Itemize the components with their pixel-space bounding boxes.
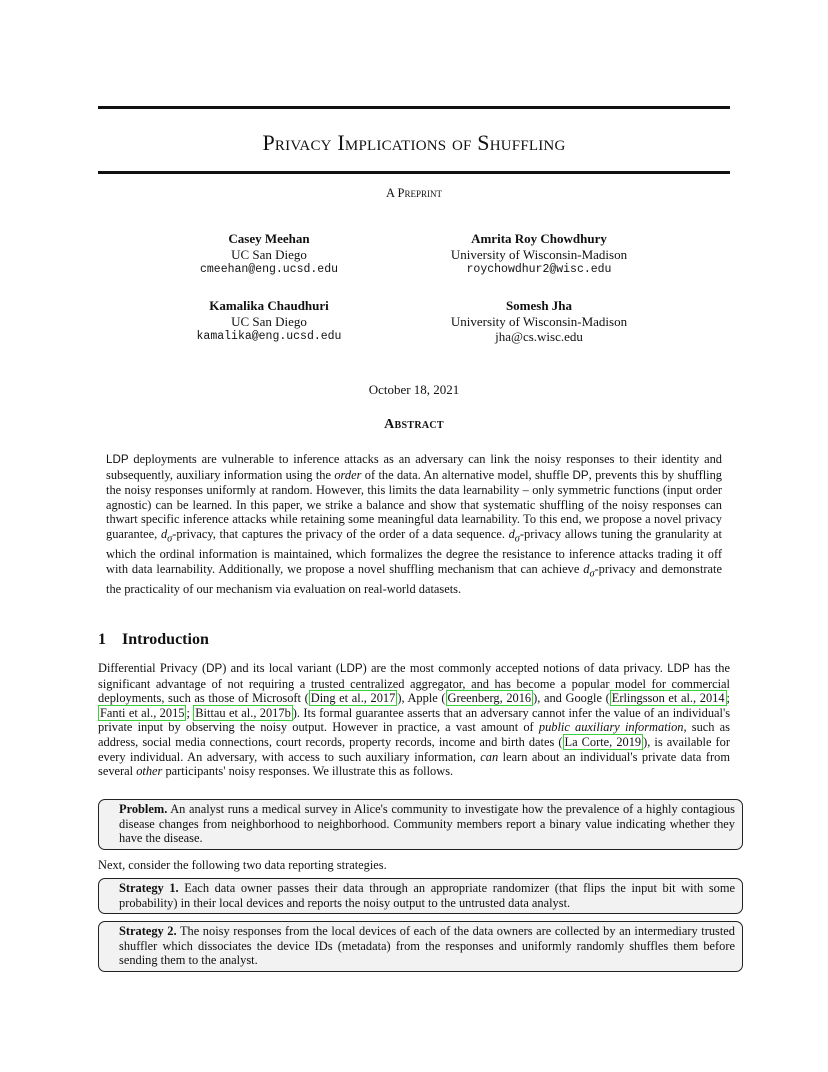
strategy-1-box: Strategy 1. Each data owner passes their data through an appropriate randomizer (that flips the input bit with some probability) in their local devices and reports the noisy output to the untrusted data analyst. xyxy=(98,878,743,914)
abstract-heading: Abstract xyxy=(384,417,444,432)
top-rule xyxy=(98,106,730,109)
section-heading-introduction xyxy=(98,631,209,649)
paper-title: Privacy Implications of Shuffling xyxy=(262,130,566,155)
author-3 xyxy=(139,298,399,345)
citation-link[interactable]: Greenberg, 2016 xyxy=(447,691,532,706)
author-affiliation: University of Wisconsin-Madison xyxy=(450,246,628,262)
box-label: Strategy 2. xyxy=(119,924,177,938)
author-name: Somesh Jha xyxy=(505,298,573,313)
author-email: cmeehan@eng.ucsd.edu xyxy=(199,263,339,276)
problem-box: Problem. An analyst runs a medical survey in Alice's community to investigate how the prevalence of a highly contagious disease changes from neighborhood to neighborhood. Community members report a binary value indicating whether they have the disease. xyxy=(98,799,743,850)
preprint-label: A Preprint xyxy=(386,186,442,200)
transition-text: Next, consider the following two data reporting strategies. xyxy=(98,858,387,872)
citation-link[interactable]: Bittau et al., 2017b xyxy=(195,705,291,720)
citation-link[interactable]: Ding et al., 2017 xyxy=(310,691,396,706)
introduction-paragraph: Differential Privacy (DP) and its local variant (LDP) are the most commonly accepted notions of data privacy. LDP has the significant advantage of not requiring a trusted centralized aggregator, and has become a popular model for commercial deployments, such as those of Microsoft ( Ding et al., 2017 ), Apple ( Greenberg, 2016 ), and Google ( Erlingsson et al., 2014 ; Fanti et al., 2015 ; Bittau et al., 2017b ). Its formal guarantee asserts that an adversary cannot infer the value of an individual's private input by observing the noisy output. However in practice, a vast amount of public auxiliary information, such as address, social media connections, court records, property records, income and birth dates ( La Corte, 2019 ), is available for every individual. An adversary, with access to such auxiliary information, can learn about an individual's private data from several other participants' noisy responses. We illustrate this as follows. xyxy=(98,661,731,779)
author-affiliation: UC San Diego xyxy=(231,313,307,329)
title-rule xyxy=(98,171,730,174)
author-name: Casey Meehan xyxy=(228,231,310,246)
author-2 xyxy=(409,231,669,278)
section-title: Introduction xyxy=(122,631,209,648)
citation-link[interactable]: Fanti et al., 2015 xyxy=(100,705,185,720)
citation-link[interactable]: Erlingsson et al., 2014 xyxy=(611,691,725,706)
author-affiliation: UC San Diego xyxy=(231,246,307,262)
paper-date: October 18, 2021 xyxy=(368,382,460,397)
box-label: Problem. xyxy=(119,802,168,816)
author-affiliation: University of Wisconsin-Madison xyxy=(450,313,628,329)
author-email: kamalika@eng.ucsd.edu xyxy=(196,330,342,343)
author-1 xyxy=(139,231,399,278)
citation-link[interactable]: La Corte, 2019 xyxy=(564,734,642,749)
author-4 xyxy=(409,298,669,345)
section-number: 1 xyxy=(98,631,106,648)
author-email: roychowdhur2@wisc.edu xyxy=(466,263,612,276)
author-name: Kamalika Chaudhuri xyxy=(209,298,329,313)
abstract-text: LDP deployments are vulnerable to inference attacks as an adversary can link the noisy responses to their identity and subsequently, auxiliary information using the order of the data. An alternative model, shuffle DP, prevents this by shuffling the noisy responses uniformly at random. However, this limits the data learnability – only symmetric functions (input order agnostic) can be learned. In this paper, we strike a balance and show that systematic shuffling of the noisy responses can thwart specific inference attacks while retaining some meaningful data learnability. To this end, we propose a novel privacy guarantee, $d_\sigma$-privacy, that captures the privacy of the order of a data sequence. $d_\sigma$-privacy allows tuning the granularity at which the ordinal information is maintained, which formalizes the degree the resistance to inference attacks trading it off with data learnability. Additionally, we propose a novel shuffling mechanism that can achieve $d_\sigma$-privacy and demonstrate the practicality of our mechanism via evaluation on real-world datasets. xyxy=(106,452,723,596)
author-email: jha@cs.wisc.edu xyxy=(495,329,583,344)
strategy-2-box: Strategy 2. The noisy responses from the local devices of each of the data owners are collected by an intermediary trusted shuffler which dissociates the device IDs (metadata) from the responses and uniformly randomly shuffles them before sending them to the analyst. xyxy=(98,921,743,972)
author-name: Amrita Roy Chowdhury xyxy=(471,231,607,246)
box-label: Strategy 1. xyxy=(119,881,179,895)
